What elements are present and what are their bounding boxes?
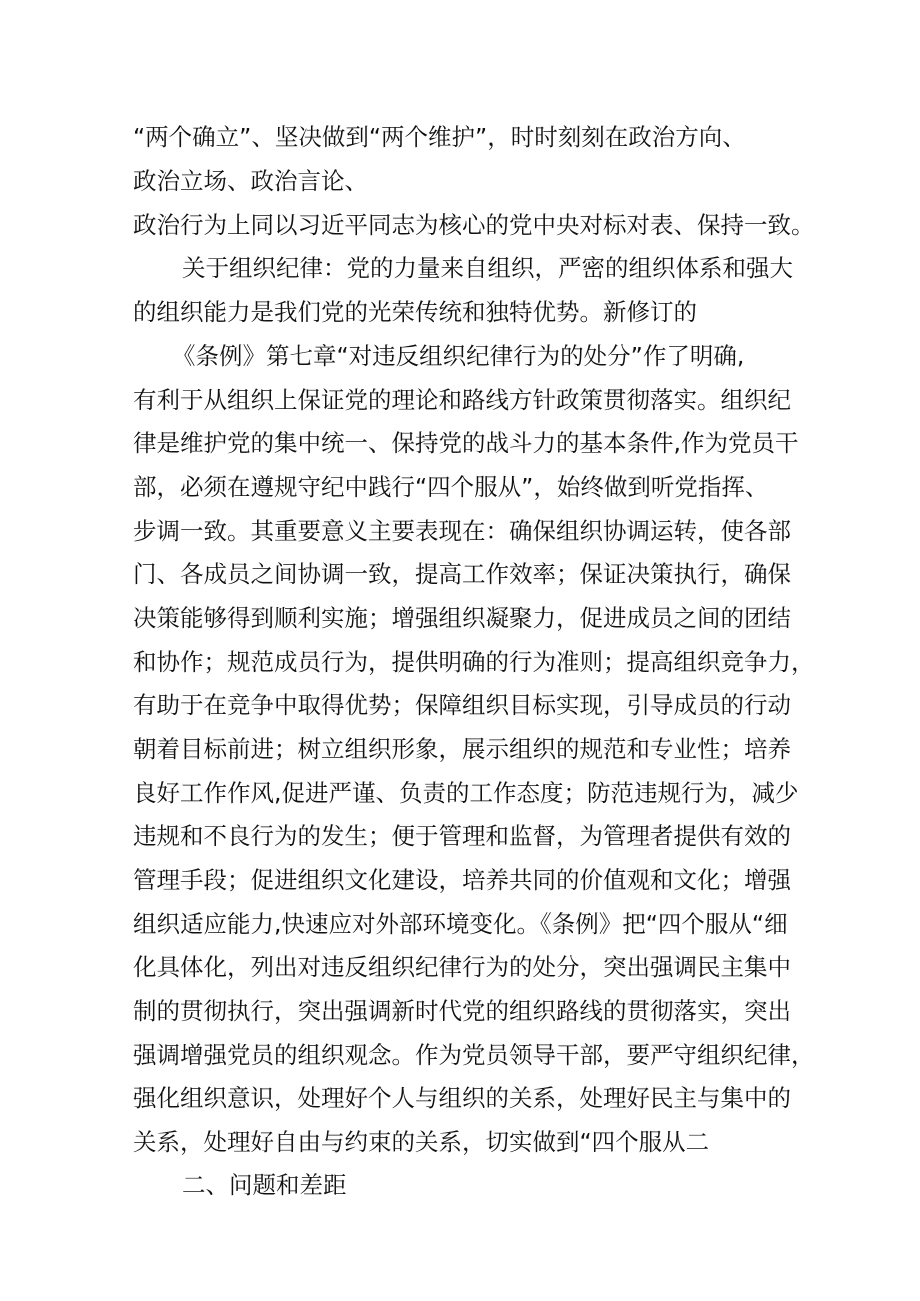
text-line: 朝着目标前进；树立组织形象，展示组织的规范和专业性；培养: [133, 735, 791, 763]
text-line: 决策能够得到顺利实施；增强组织凝聚力，促进成员之间的团结: [133, 604, 791, 632]
text-line: 律是维护党的集中统一、保持党的战斗力的基本条件,作为党员干: [133, 429, 799, 457]
text-line: 组织适应能力,快速应对外部环境变化。《条例》把“四个服从“细: [133, 910, 788, 938]
text-line: 违规和不良行为的发生；便于管理和监督，为管理者提供有效的: [133, 822, 791, 850]
text-line: 步调一致。其重要意义主要表现在：确保组织协调运转，使各部: [133, 517, 791, 545]
text-line: “两个确立”、坚决做到“两个维护”，时时刻刻在政治方向、: [133, 123, 746, 151]
text-line: 《条例》第七章“对违反组织纪律行为的处分”作了明确,: [172, 342, 745, 370]
text-line: 政治行为上同以习近平同志为核心的党中央对标对表、保持一致。: [133, 211, 815, 239]
text-line: 制的贯彻执行，突出强调新时代党的组织路线的贯彻落实，突出: [133, 997, 791, 1025]
text-line: 化具体化，列出对违反组织纪律行为的处分，突出强调民主集中: [133, 953, 791, 981]
text-line: 和协作；规范成员行为，提供明确的行为准则；提高组织竞争力，: [133, 648, 815, 676]
text-line: 门、各成员之间协调一致，提高工作效率；保证决策执行，确保: [133, 560, 791, 588]
section-heading: 二、问题和差距: [182, 1171, 347, 1199]
text-line: 良好工作作风,促进严谨、负责的工作态度；防范违规行为，减少: [133, 779, 799, 807]
paragraph-start-line: 关于组织纪律：党的力量来自组织，严密的组织体系和强大: [182, 254, 793, 282]
text-line: 管理手段；促进组织文化建设，培养共同的价值观和文化；增强: [133, 866, 791, 894]
text-line: 强化组织意识，处理好个人与组织的关系，处理好民主与集中的: [133, 1084, 791, 1112]
text-line: 有助于在竞争中取得优势；保障组织目标实现，引导成员的行动: [133, 691, 791, 719]
text-line: 有利于从组织上保证党的理论和路线方针政策贯彻落实。组织纪: [133, 386, 791, 414]
text-line: 政治立场、政治言论、: [133, 167, 368, 195]
text-line: 部，必须在遵规守纪中践行“四个服从”，始终做到听党指挥、: [133, 473, 769, 501]
text-line: 的组织能力是我们党的光荣传统和独特优势。新修订的: [133, 298, 697, 326]
text-line: 强调增强党员的组织观念。作为党员领导干部，要严守组织纪律，: [133, 1041, 815, 1069]
text-line: 关系，处理好自由与约束的关系，切实做到“四个服从二: [133, 1128, 710, 1156]
